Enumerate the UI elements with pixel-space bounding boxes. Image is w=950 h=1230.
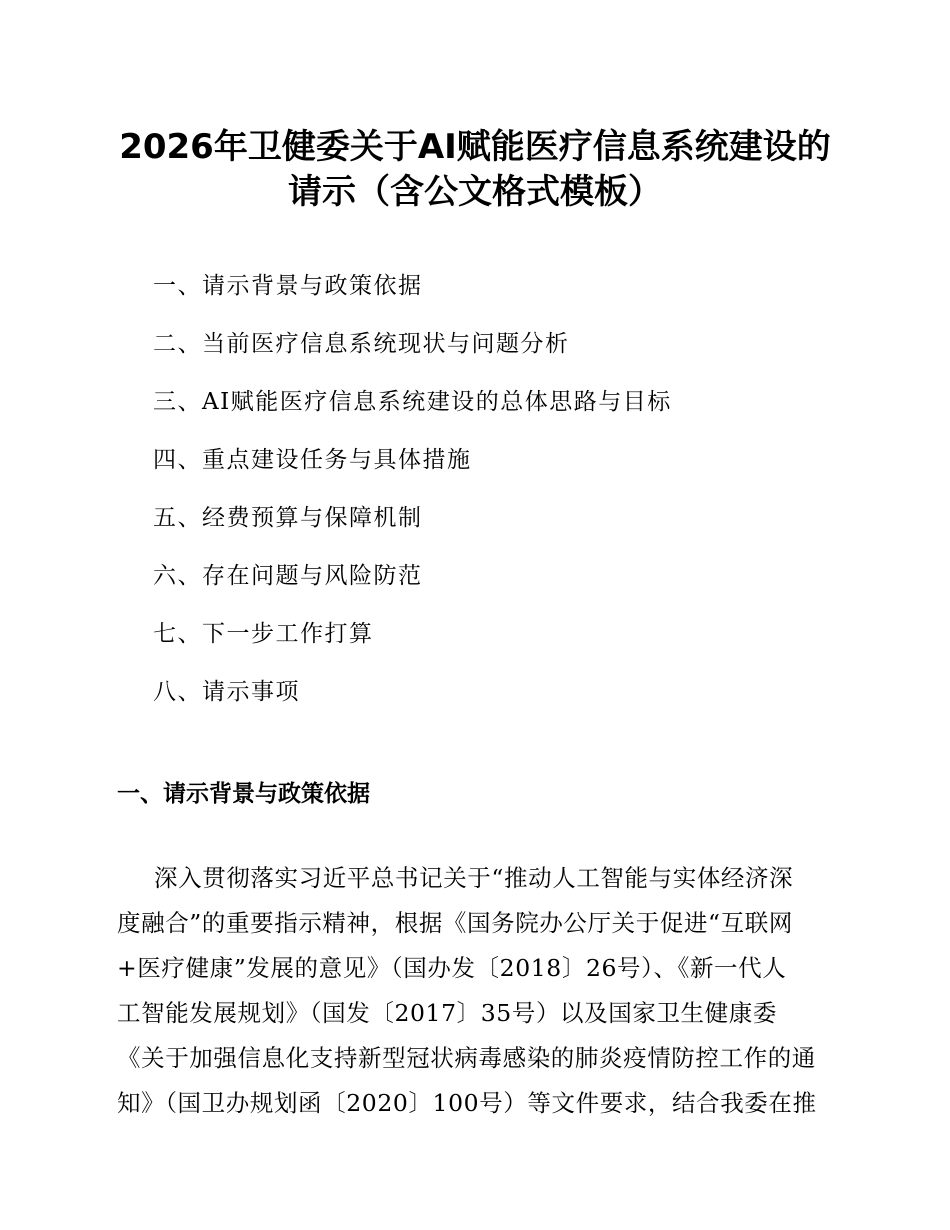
paragraph-line: 深入贯彻落实习近平总书记关于“推动人工智能与实体经济深 [154,864,794,892]
paragraph-line: 工智能发展规划》（国发〔2017〕35号）以及国家卫生健康委 [117,999,777,1027]
paragraph-line: 度融合”的重要指示精神，根据《国务院办公厅关于促进“互联网 [117,909,793,937]
toc-item-3: 三、AI赋能医疗信息系统建设的总体思路与目标 [153,389,672,415]
toc-item-7: 七、下一步工作打算 [153,621,374,647]
toc-item-5: 五、经费预算与保障机制 [153,505,423,531]
section-1-heading: 一、请示背景与政策依据 [117,781,370,807]
paragraph-line: 知》（国卫办规划函〔2020〕100号）等文件要求，结合我委在推 [117,1089,817,1117]
paragraph-line: +医疗健康”发展的意见》（国办发〔2018〕26号）、《新一代人 [117,954,787,982]
document-title-line-2: 请示（含公文格式模板） [288,172,662,212]
toc-item-8: 八、请示事项 [153,679,300,705]
toc-item-4: 四、重点建设任务与具体措施 [153,447,472,473]
document-title-line-1: 2026年卫健委关于AI赋能医疗信息系统建设的 [119,127,831,167]
section-1-paragraph [117,856,847,1126]
toc-item-2: 二、当前医疗信息系统现状与问题分析 [153,331,570,357]
table-of-contents [153,262,672,726]
toc-item-1: 一、请示背景与政策依据 [153,273,423,299]
paragraph-line: 《关于加强信息化支持新型冠状病毒感染的肺炎疫情防控工作的通 [117,1044,816,1072]
toc-item-6: 六、存在问题与风险防范 [153,563,423,589]
